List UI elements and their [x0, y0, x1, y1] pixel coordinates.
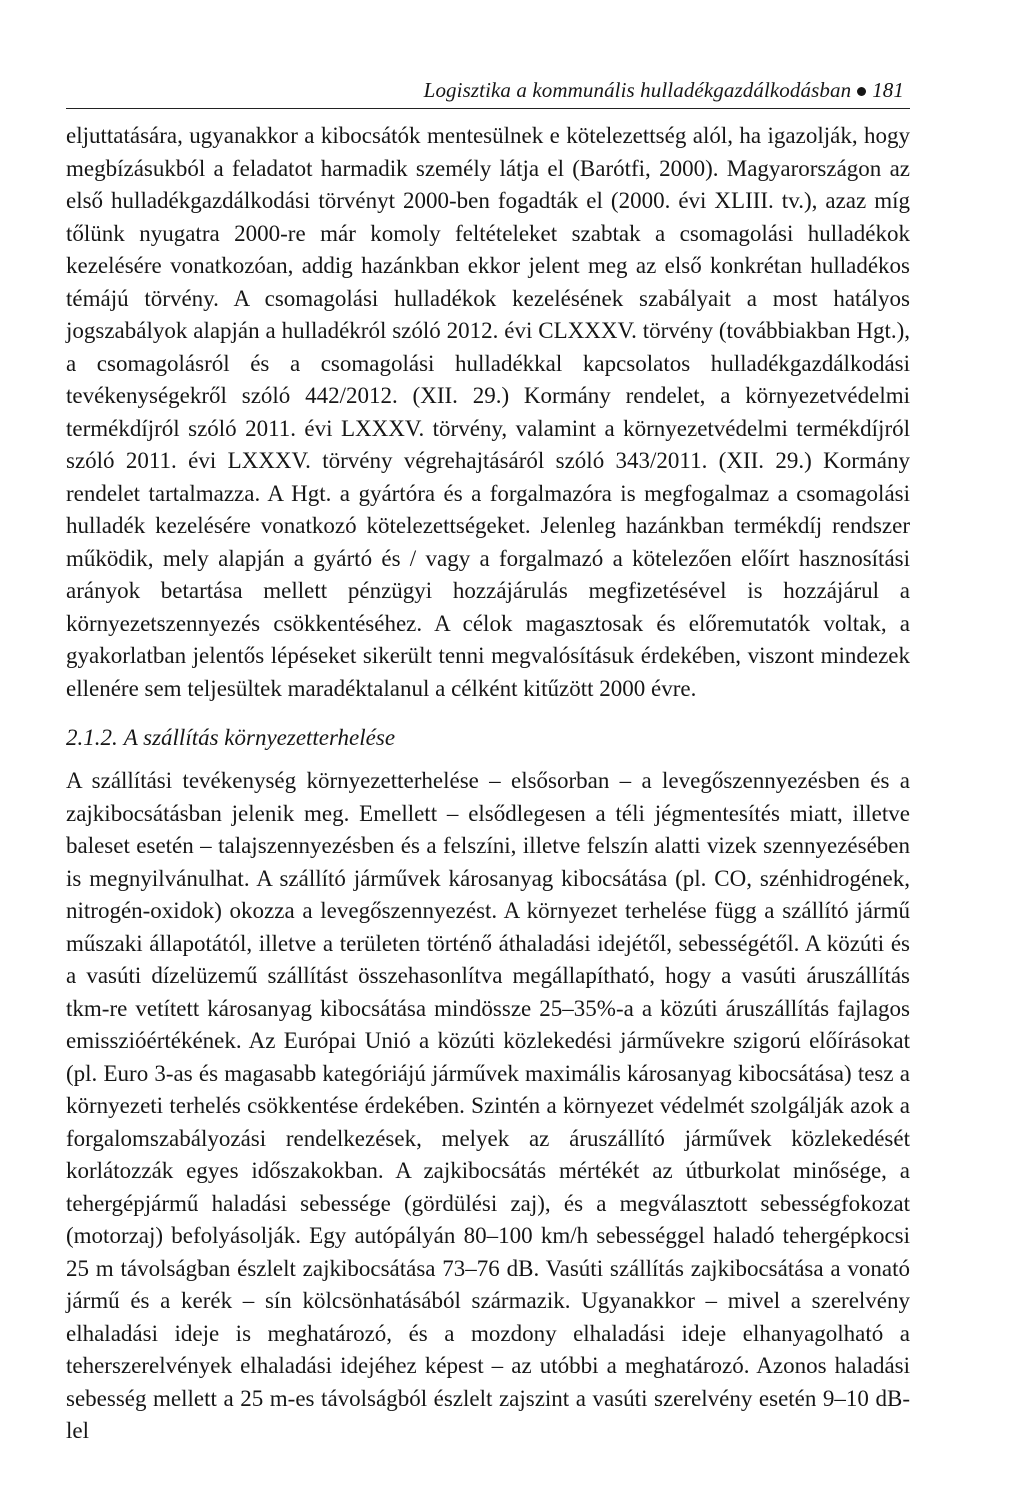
section-number: 2.1.2. — [66, 725, 118, 750]
page-number: 181 — [872, 78, 904, 102]
header-text — [424, 78, 904, 103]
section-title: A szállítás környezetterhelése — [123, 725, 396, 750]
body-paragraph-2: A szállítási tevékenység környezetterhelése – elsősorban – a levegőszennyezésben és a zajkibocsátásban jelenik meg. Emellett – elsődlegesen a téli jégmentesítés miatt, illetve baleset esetén – talajszennyezésben és a felszíni, illetve felszín alatti vizek szennyezésében is megnyilvánulhat. A szállító járművek károsanyag kibocsátása (pl. CO, szénhidrogének, nitrogén-oxidok) okozza a levegőszennyezést. A környezet terhelése függ a szállító jármű műszaki állapotától, illetve a területen történő áthaladási idejétől, sebességétől. A közúti és a vasúti dízelüzemű szállítást összehasonlítva megállapítható, hogy a vasúti áruszállítás tkm-re vetített károsanyag kibocsátása mindössze 25–35%-a a közúti áruszállítás fajlagos emisszióértékének. Az Európai Unió a közúti közlekedési járművekre szigorú előírásokat (pl. Euro 3-as és magasabb kategóriájú járművek maximális károsanyag kibocsátása) tesz a környezeti terhelés csökkentése érdekében. Szintén a környezet védelmét szolgálják azok a forgalomszabályozási rendelkezések, melyek az áruszállító járművek közlekedését korlátozzák egyes időszakokban. A zajkibocsátás mértékét az útburkolat minősége, a tehergépjármű haladási sebessége (gördülési zaj), és a megválasztott sebességfokozat (motorzaj) befolyásolják. Egy autópályán 80–100 km/h sebességgel haladó tehergépkocsi 25 m távolságban észlelt zajkibocsátása 73–76 dB. Vasúti szállítás zajkibocsátása a vonató jármű és a kerék – sín kölcsönhatásából származik. Ugyanakkor – mivel a szerelvény elhaladási ideje is meghatározó, és a mozdony elhaladási ideje elhanyagolható a teherszerelvények elhaladási idejéhez képest – az utóbbi a meghatározó. Azonos haladási sebesség mellett a 25 m-es távolságból észlelt zajszint a vasúti szerelvény esetén 9–10 dB-lel — [66, 768, 910, 1443]
running-title: Logisztika a kommunális hulladékgazdálkodásban — [423, 78, 852, 102]
book-page — [66, 72, 910, 1448]
body-paragraph-1: eljuttatására, ugyanakkor a kibocsátók mentesülnek e kötelezettség alól, ha igazolják, hogy megbízásukból a feladatot harmadik személy látja el (Barótfi, 2000). Magyarországon az első hulladékgazdálkodási törvényt 2000-ben fogadták el (2000. évi XLIII. tv.), azaz míg tőlünk nyugatra 2000-re már komoly feltételeket szabtak a csomagolási hulladékok kezelésére vonatkozóan, addig hazánkban ekkor jelent meg az első konkrétan hulladékos témájú törvény. A csomagolási hulladékok kezelésének szabályait a most hatályos jogszabályok alapján a hulladékról szóló 2012. évi CLXXXV. törvény (továbbiakban Hgt.), a csomagolásról és a csomagolási hulladékkal kapcsolatos hulladékgazdálkodási tevékenységekről szóló 442/2012. (XII. 29.) Kormány rendelet, a környezetvédelmi termékdíjról szóló 2011. évi LXXXV. törvény, valamint a környezetvédelmi termékdíjról szóló 2011. évi LXXXV. törvény végrehajtásáról szóló 343/2011. (XII. 29.) Kormány rendelet tartalmazza. A Hgt. a gyártóra és a forgalmazóra is megfogalmaz a csomagolási hulladék kezelésére vonatkozó kötelezettségeket. Jelenleg hazánkban termékdíj rendszer működik, mely alapján a gyártó és / vagy a forgalmazó a kötelezően előírt hasznosítási arányok betartása mellett pénzügyi hozzájárulás megfizetésével is hozzájárul a környezetszennyezés csökkentéséhez. A célok magasztosak és előremutatók voltak, a gyakorlatban jelentős lépéseket sikerült tenni megvalósításuk érdekében, viszont mindezek ellenére sem teljesültek maradéktalanul a célként kitűzött 2000 évre. — [66, 123, 910, 701]
section-heading — [66, 723, 910, 753]
bullet-icon — [857, 87, 866, 96]
running-header — [66, 72, 910, 109]
